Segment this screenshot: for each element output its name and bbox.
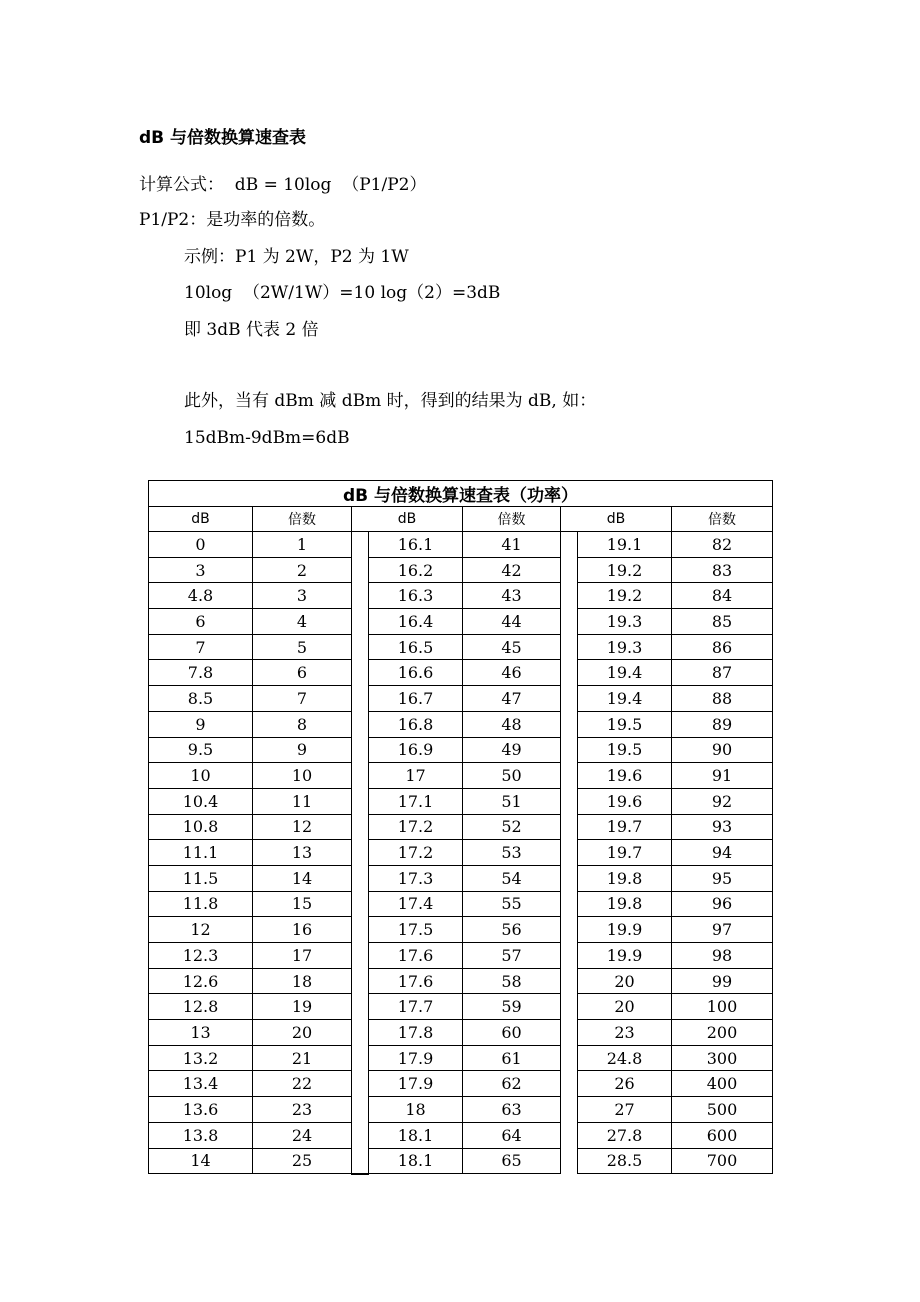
cell-multiple: 63	[463, 1097, 561, 1123]
cell-db: 19.8	[578, 865, 672, 891]
cell-multiple: 54	[463, 865, 561, 891]
cell-db: 12.6	[149, 968, 253, 994]
table-row	[149, 968, 773, 994]
cell-db: 12.8	[149, 994, 253, 1020]
cell-multiple: 16	[253, 917, 352, 943]
column-separator	[352, 686, 369, 712]
page-title: dB 与倍数换算速查表	[139, 128, 307, 148]
cell-multiple: 57	[463, 943, 561, 969]
cell-multiple: 46	[463, 660, 561, 686]
cell-db: 14	[149, 1148, 253, 1174]
cell-db: 18.1	[369, 1122, 463, 1148]
column-separator	[561, 865, 578, 891]
cell-multiple: 3	[253, 583, 352, 609]
column-separator	[561, 1045, 578, 1071]
cell-multiple: 48	[463, 711, 561, 737]
cell-multiple: 55	[463, 891, 561, 917]
column-separator	[561, 711, 578, 737]
cell-multiple: 5	[253, 634, 352, 660]
cell-multiple: 14	[253, 865, 352, 891]
cell-multiple: 95	[672, 865, 773, 891]
cell-db: 13.6	[149, 1097, 253, 1123]
cell-db: 16.4	[369, 609, 463, 635]
cell-db: 19.3	[578, 609, 672, 635]
cell-db: 9	[149, 711, 253, 737]
table-caption: dB 与倍数换算速查表（功率）	[149, 481, 773, 507]
header-multiple-2: 倍数	[463, 507, 561, 532]
cell-multiple: 83	[672, 557, 773, 583]
column-separator	[561, 1071, 578, 1097]
cell-multiple: 49	[463, 737, 561, 763]
column-separator	[561, 763, 578, 789]
table-row	[149, 609, 773, 635]
table-row	[149, 1071, 773, 1097]
cell-multiple: 61	[463, 1045, 561, 1071]
cell-db: 10.4	[149, 788, 253, 814]
column-separator	[561, 1122, 578, 1148]
example-line-1: 示例：P1 为 2W，P2 为 1W	[184, 247, 409, 267]
cell-db: 19.2	[578, 583, 672, 609]
table-row	[149, 557, 773, 583]
cell-multiple: 99	[672, 968, 773, 994]
cell-db: 20	[578, 968, 672, 994]
cell-multiple: 22	[253, 1071, 352, 1097]
column-separator	[352, 1148, 369, 1174]
table-row	[149, 1097, 773, 1123]
conversion-table	[148, 480, 773, 1175]
table-row	[149, 660, 773, 686]
column-separator	[352, 634, 369, 660]
cell-db: 17.6	[369, 968, 463, 994]
column-separator	[352, 583, 369, 609]
cell-db: 19.6	[578, 788, 672, 814]
cell-multiple: 58	[463, 968, 561, 994]
cell-db: 24.8	[578, 1045, 672, 1071]
cell-db: 17.1	[369, 788, 463, 814]
cell-multiple: 20	[253, 1020, 352, 1046]
cell-multiple: 1	[253, 532, 352, 558]
cell-multiple: 59	[463, 994, 561, 1020]
cell-db: 19.2	[578, 557, 672, 583]
table-row	[149, 917, 773, 943]
cell-db: 19.5	[578, 711, 672, 737]
cell-multiple: 13	[253, 840, 352, 866]
header-multiple-1: 倍数	[253, 507, 352, 532]
cell-db: 12.3	[149, 943, 253, 969]
column-separator	[352, 660, 369, 686]
cell-multiple: 7	[253, 686, 352, 712]
table-row	[149, 583, 773, 609]
cell-multiple: 91	[672, 763, 773, 789]
cell-db: 13.4	[149, 1071, 253, 1097]
cell-db: 17.7	[369, 994, 463, 1020]
cell-db: 8.5	[149, 686, 253, 712]
cell-db: 12	[149, 917, 253, 943]
cell-multiple: 19	[253, 994, 352, 1020]
column-separator	[352, 1045, 369, 1071]
cell-db: 19.7	[578, 840, 672, 866]
cell-db: 18.1	[369, 1148, 463, 1174]
column-separator	[561, 1020, 578, 1046]
column-separator	[561, 968, 578, 994]
cell-db: 17.8	[369, 1020, 463, 1046]
column-separator	[561, 634, 578, 660]
column-separator	[561, 583, 578, 609]
cell-multiple: 89	[672, 711, 773, 737]
table-row	[149, 1122, 773, 1148]
cell-multiple: 300	[672, 1045, 773, 1071]
cell-multiple: 93	[672, 814, 773, 840]
cell-db: 10	[149, 763, 253, 789]
cell-multiple: 85	[672, 609, 773, 635]
column-separator	[352, 814, 369, 840]
cell-db: 9.5	[149, 737, 253, 763]
cell-db: 19.9	[578, 943, 672, 969]
cell-multiple: 98	[672, 943, 773, 969]
cell-db: 19.5	[578, 737, 672, 763]
cell-db: 17.4	[369, 891, 463, 917]
table-row	[149, 865, 773, 891]
column-separator	[561, 660, 578, 686]
header-db-3: dB	[561, 507, 672, 532]
column-separator	[561, 917, 578, 943]
cell-db: 17.9	[369, 1071, 463, 1097]
cell-db: 19.8	[578, 891, 672, 917]
table-row	[149, 763, 773, 789]
cell-multiple: 84	[672, 583, 773, 609]
column-separator	[561, 532, 578, 558]
cell-db: 16.9	[369, 737, 463, 763]
header-multiple-3: 倍数	[672, 507, 773, 532]
cell-multiple: 82	[672, 532, 773, 558]
cell-multiple: 23	[253, 1097, 352, 1123]
cell-db: 19.7	[578, 814, 672, 840]
cell-multiple: 56	[463, 917, 561, 943]
cell-multiple: 42	[463, 557, 561, 583]
cell-db: 27.8	[578, 1122, 672, 1148]
formula-text: 计算公式： dB = 10log （P1/P2）	[139, 175, 427, 195]
cell-multiple: 500	[672, 1097, 773, 1123]
column-separator	[352, 994, 369, 1020]
cell-multiple: 53	[463, 840, 561, 866]
table-body	[149, 532, 773, 1174]
cell-db: 16.3	[369, 583, 463, 609]
table-row	[149, 840, 773, 866]
cell-multiple: 65	[463, 1148, 561, 1174]
column-separator	[352, 840, 369, 866]
cell-multiple: 86	[672, 634, 773, 660]
table-row	[149, 532, 773, 558]
cell-multiple: 87	[672, 660, 773, 686]
cell-db: 0	[149, 532, 253, 558]
table-row	[149, 711, 773, 737]
column-separator	[561, 1097, 578, 1123]
cell-multiple: 24	[253, 1122, 352, 1148]
column-separator	[352, 891, 369, 917]
column-separator	[561, 994, 578, 1020]
column-separator	[561, 1148, 578, 1174]
cell-db: 16.2	[369, 557, 463, 583]
cell-db: 17	[369, 763, 463, 789]
table-row	[149, 994, 773, 1020]
table-row	[149, 1020, 773, 1046]
cell-db: 16.8	[369, 711, 463, 737]
column-separator	[352, 532, 369, 558]
cell-multiple: 100	[672, 994, 773, 1020]
table-row	[149, 686, 773, 712]
cell-db: 16.6	[369, 660, 463, 686]
cell-multiple: 92	[672, 788, 773, 814]
cell-db: 19.3	[578, 634, 672, 660]
header-db-2: dB	[352, 507, 463, 532]
table-row	[149, 1045, 773, 1071]
cell-db: 16.5	[369, 634, 463, 660]
column-separator	[352, 1122, 369, 1148]
table-row	[149, 1148, 773, 1174]
cell-multiple: 64	[463, 1122, 561, 1148]
cell-db: 19.6	[578, 763, 672, 789]
cell-multiple: 25	[253, 1148, 352, 1174]
cell-db: 17.3	[369, 865, 463, 891]
cell-multiple: 8	[253, 711, 352, 737]
cell-multiple: 10	[253, 763, 352, 789]
cell-db: 13.8	[149, 1122, 253, 1148]
cell-multiple: 700	[672, 1148, 773, 1174]
cell-multiple: 2	[253, 557, 352, 583]
cell-multiple: 43	[463, 583, 561, 609]
column-separator	[561, 609, 578, 635]
column-separator	[352, 711, 369, 737]
cell-db: 23	[578, 1020, 672, 1046]
example-line-3: 即 3dB 代表 2 倍	[184, 320, 319, 340]
column-separator	[561, 943, 578, 969]
cell-db: 4.8	[149, 583, 253, 609]
cell-db: 17.6	[369, 943, 463, 969]
cell-db: 17.2	[369, 840, 463, 866]
column-separator	[561, 686, 578, 712]
header-db-1: dB	[149, 507, 253, 532]
column-separator	[561, 557, 578, 583]
cell-db: 19.1	[578, 532, 672, 558]
column-separator	[561, 737, 578, 763]
column-separator	[352, 609, 369, 635]
cell-multiple: 88	[672, 686, 773, 712]
column-separator	[352, 737, 369, 763]
column-separator	[352, 1071, 369, 1097]
cell-multiple: 50	[463, 763, 561, 789]
cell-multiple: 41	[463, 532, 561, 558]
cell-db: 16.7	[369, 686, 463, 712]
example-line-2: 10log （2W/1W）=10 log（2）=3dB	[184, 283, 501, 303]
cell-multiple: 62	[463, 1071, 561, 1097]
cell-db: 28.5	[578, 1148, 672, 1174]
column-separator	[561, 840, 578, 866]
cell-db: 11.1	[149, 840, 253, 866]
cell-multiple: 200	[672, 1020, 773, 1046]
column-separator	[352, 557, 369, 583]
cell-db: 16.1	[369, 532, 463, 558]
cell-multiple: 45	[463, 634, 561, 660]
cell-db: 6	[149, 609, 253, 635]
cell-multiple: 12	[253, 814, 352, 840]
cell-multiple: 51	[463, 788, 561, 814]
dbm-note-example: 15dBm-9dBm=6dB	[184, 428, 350, 448]
cell-multiple: 44	[463, 609, 561, 635]
cell-db: 7.8	[149, 660, 253, 686]
table-row	[149, 943, 773, 969]
column-separator	[352, 943, 369, 969]
table-row	[149, 788, 773, 814]
column-separator	[352, 968, 369, 994]
cell-db: 7	[149, 634, 253, 660]
cell-db: 11.8	[149, 891, 253, 917]
cell-db: 20	[578, 994, 672, 1020]
cell-db: 11.5	[149, 865, 253, 891]
cell-db: 26	[578, 1071, 672, 1097]
cell-multiple: 60	[463, 1020, 561, 1046]
cell-multiple: 4	[253, 609, 352, 635]
cell-db: 10.8	[149, 814, 253, 840]
cell-multiple: 96	[672, 891, 773, 917]
column-separator	[352, 865, 369, 891]
table-row	[149, 814, 773, 840]
cell-db: 27	[578, 1097, 672, 1123]
table-row	[149, 891, 773, 917]
cell-multiple: 18	[253, 968, 352, 994]
cell-db: 13.2	[149, 1045, 253, 1071]
cell-db: 18	[369, 1097, 463, 1123]
cell-db: 19.4	[578, 686, 672, 712]
cell-multiple: 90	[672, 737, 773, 763]
column-separator	[352, 917, 369, 943]
cell-multiple: 9	[253, 737, 352, 763]
table-row	[149, 634, 773, 660]
conversion-table-container	[148, 480, 772, 1175]
cell-multiple: 94	[672, 840, 773, 866]
cell-multiple: 21	[253, 1045, 352, 1071]
cell-multiple: 15	[253, 891, 352, 917]
column-separator	[561, 814, 578, 840]
cell-db: 17.2	[369, 814, 463, 840]
cell-multiple: 97	[672, 917, 773, 943]
cell-db: 17.9	[369, 1045, 463, 1071]
p1p2-definition: P1/P2：是功率的倍数。	[139, 210, 326, 230]
column-separator	[352, 788, 369, 814]
cell-multiple: 17	[253, 943, 352, 969]
column-separator	[352, 763, 369, 789]
dbm-note: 此外，当有 dBm 减 dBm 时，得到的结果为 dB, 如：	[184, 391, 597, 411]
column-separator	[561, 788, 578, 814]
cell-multiple: 52	[463, 814, 561, 840]
cell-multiple: 11	[253, 788, 352, 814]
column-separator	[352, 1020, 369, 1046]
cell-multiple: 600	[672, 1122, 773, 1148]
cell-multiple: 400	[672, 1071, 773, 1097]
table-row	[149, 737, 773, 763]
cell-multiple: 6	[253, 660, 352, 686]
column-separator	[561, 891, 578, 917]
cell-db: 19.9	[578, 917, 672, 943]
column-separator	[352, 1097, 369, 1123]
cell-db: 13	[149, 1020, 253, 1046]
cell-multiple: 47	[463, 686, 561, 712]
cell-db: 17.5	[369, 917, 463, 943]
cell-db: 19.4	[578, 660, 672, 686]
cell-db: 3	[149, 557, 253, 583]
